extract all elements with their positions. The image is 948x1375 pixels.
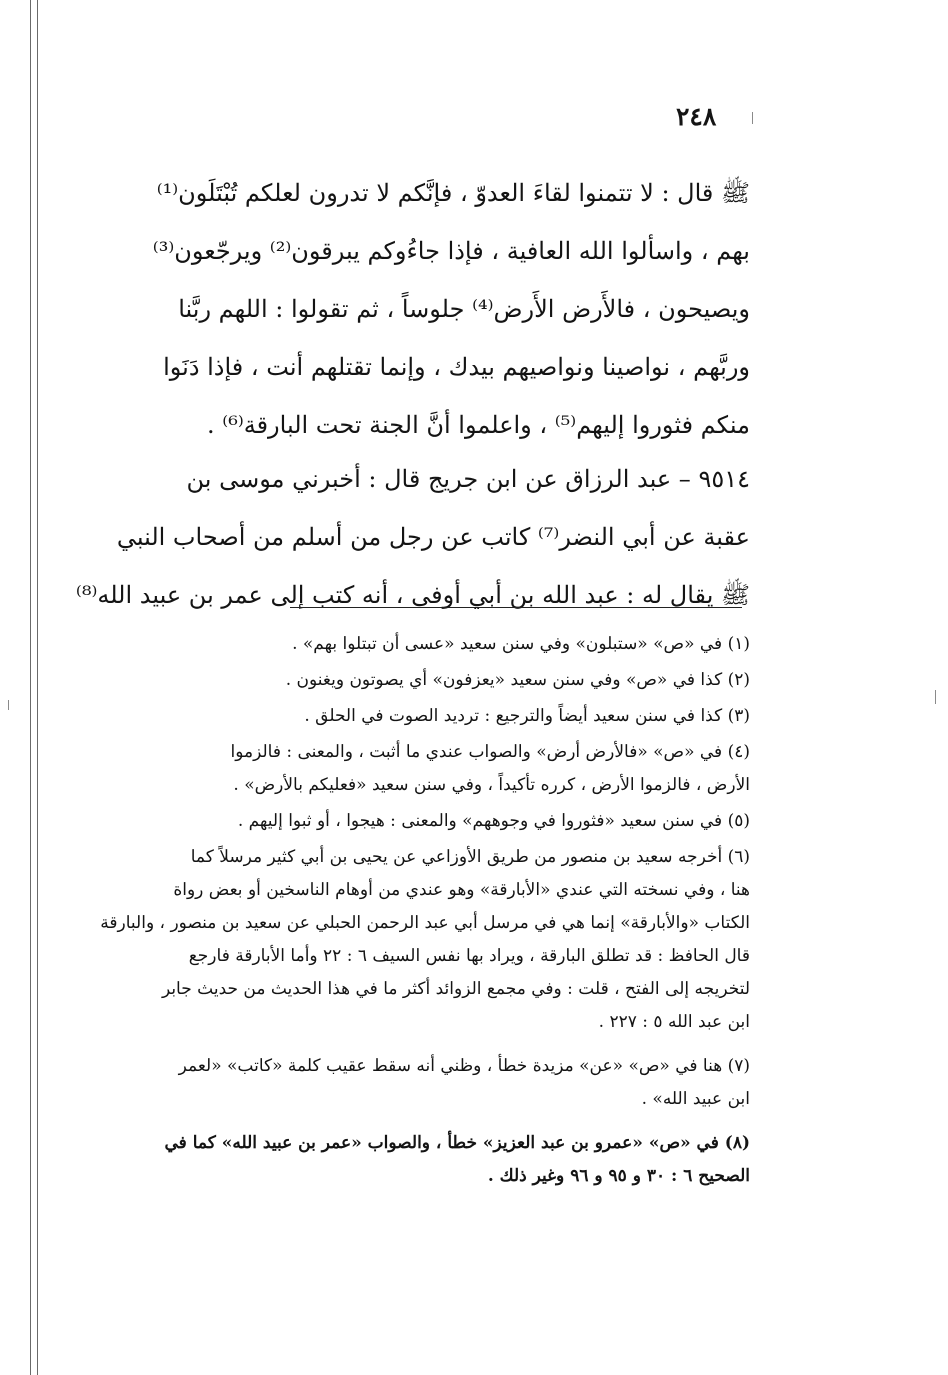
- hadith-paragraph-1: [80, 164, 750, 454]
- footnote: [80, 805, 750, 838]
- footnote-line: ابن عبد الله ٥ : ٢٢٧ .: [598, 1012, 750, 1032]
- footnote-line: (٢) كذا في «ص» وفي سنن سعيد «يعزفون» أي يصوتون ويغنون .: [285, 670, 750, 690]
- text-line: وربَّهم ، نواصينا ونواصيهم بيدك ، وإنما تقتلهم أنت ، فإذا دَنَوا: [163, 353, 750, 381]
- footnote-gap: [80, 1042, 750, 1050]
- scan-edge-mark: [8, 700, 9, 710]
- scan-edge-mark: [935, 690, 936, 704]
- footnote-line: قال الحافظ : قد تطلق البارقة ، ويراد بها نفس السيف ٦ : ٢٢ وأما الأبارقة فارجع: [188, 946, 750, 966]
- footnote: [80, 1127, 750, 1193]
- footnote-line: (٤) في «ص» «فالأرض أرض» والصواب عندي ما أثبت ، والمعنى : فالزموا: [230, 742, 750, 762]
- text-line: بهم ، واسألوا الله العافية ، فإذا جاءُوكم يبرقون⁽²⁾ ويرجّعون⁽³⁾: [152, 237, 750, 265]
- footnote-line: (١) في «ص» «ستبلون» وفي سنن سعيد «عسى أن تبتلوا بهم» .: [292, 634, 750, 654]
- scan-edge-line-left-2: [37, 0, 38, 1375]
- footnote: [80, 1050, 750, 1116]
- footnote-line: الكتاب «والأبارقة» إنما هي في مرسل أبي عبد الرحمن الحبلي عن سعيد بن منصور ، والبارقة: [100, 913, 750, 933]
- footnote: [80, 841, 750, 1039]
- footnote-line: (٧) هنا في «ص» «عن» مزيدة خطأ ، وظني أنه سقط عقيب كلمة «كاتب» «لعمر: [178, 1056, 750, 1076]
- footnote-separator: [290, 607, 742, 608]
- footnote-gap: [80, 1119, 750, 1127]
- footnote-line: الأرض ، فالزموا الأرض ، كرره تأكيداً ، وفي سنن سعيد «فعليكم بالأرض» .: [233, 775, 750, 795]
- scan-edge-mark: [752, 112, 753, 124]
- text-line: ويصيحون ، فالأَرض الأَرض⁽⁴⁾ جلوساً ، ثم تقولوا : اللهم ربَّنا: [178, 295, 750, 323]
- footnote: [80, 628, 750, 661]
- footnote-line: لتخريجه إلى الفتح ، قلت : وفي مجمع الزوائد أكثر ما في هذا الحديث من حديث جابر: [161, 979, 750, 999]
- footnote-line: (٨) في «ص» «عمرو بن عبد العزيز» خطأ ، والصواب «عمر بن عبيد الله» كما في: [164, 1133, 750, 1153]
- scan-edge-line-left: [30, 0, 31, 1375]
- text-line: ﷺ قال : لا تتمنوا لقاءَ العدوّ ، فإنَّكم لا تدرون لعلكم تُبْتَلَون⁽¹⁾: [156, 179, 750, 207]
- hadith-paragraph-9514: [75, 450, 750, 624]
- text-line: عقبة عن أبي النضر⁽⁷⁾ كاتب عن رجل من أسلم من أصحاب النبي: [116, 523, 750, 551]
- footnote: [80, 700, 750, 733]
- page-number: ٢٤٨: [676, 102, 717, 131]
- text-line: ﷺ يقال له : عبد الله بن أبي أوفى ، أنه كتب إلى عمر بن عبيد الله⁽⁸⁾: [75, 581, 750, 609]
- footnote: [80, 736, 750, 802]
- footnotes: [80, 628, 750, 1196]
- text-line: منكم فثوروا إليهم⁽⁵⁾ ، واعلموا أنَّ الجنة تحت البارقة⁽⁶⁾ .: [207, 411, 750, 439]
- footnote-line: هنا ، وفي نسخته التي عندي «الأبارقة» وهو عندي من أوهام الناسخين أو بعض رواة: [173, 880, 750, 900]
- footnote-line: (٣) كذا في سنن سعيد أيضاً والترجيع : ترديد الصوت في الحلق .: [304, 706, 750, 726]
- footnote-line: (٥) في سنن سعيد «فثوروا في وجوههم» والمعنى : هيجوا ، أو ثبوا إليهم .: [237, 811, 750, 831]
- footnote-line: ابن عبيد الله» .: [641, 1089, 750, 1109]
- footnote-line: الصحيح ٦ : ٣٠ و ٩٥ و ٩٦ وغير ذلك .: [487, 1166, 750, 1186]
- text-line: ٩٥١٤ – عبد الرزاق عن ابن جريج قال : أخبرني موسى بن: [186, 465, 750, 493]
- footnote: [80, 664, 750, 697]
- footnote-line: (٦) أخرجه سعيد بن منصور من طريق الأوزاعي عن يحيى بن أبي كثير مرسلاً كما: [190, 847, 750, 867]
